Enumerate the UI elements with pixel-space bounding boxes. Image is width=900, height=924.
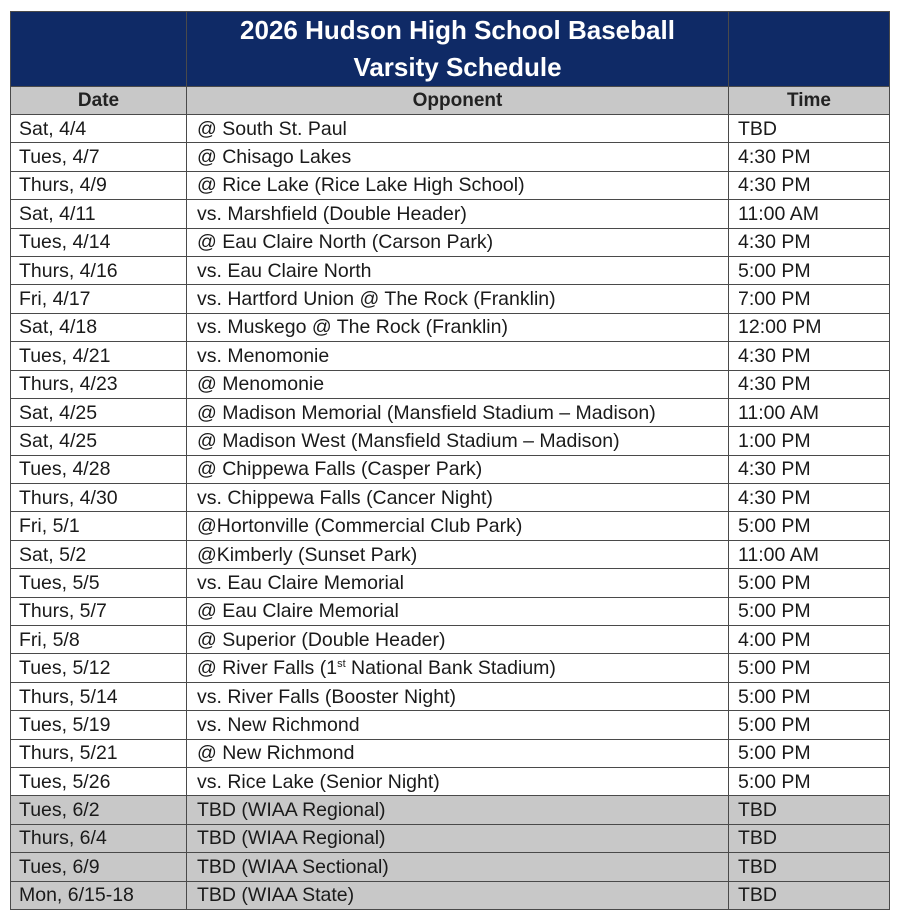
- game-time: 5:00 PM: [729, 256, 890, 284]
- table-row: [11, 853, 890, 881]
- title-line-1: 2026 Hudson High School Baseball: [240, 15, 675, 45]
- game-date: Sat, 4/25: [11, 398, 187, 426]
- table-row: [11, 115, 890, 143]
- game-date: Tues, 6/2: [11, 796, 187, 824]
- table-row: [11, 200, 890, 228]
- table-row: [11, 569, 890, 597]
- game-date: Tues, 5/26: [11, 767, 187, 795]
- game-date: Thurs, 6/4: [11, 824, 187, 852]
- game-time: TBD: [729, 115, 890, 143]
- game-time: 4:30 PM: [729, 171, 890, 199]
- game-time: TBD: [729, 824, 890, 852]
- game-opponent: @Hortonville (Commercial Club Park): [187, 512, 729, 540]
- game-opponent: vs. Eau Claire Memorial: [187, 569, 729, 597]
- game-opponent: @ Eau Claire Memorial: [187, 597, 729, 625]
- game-opponent: @ South St. Paul: [187, 115, 729, 143]
- game-opponent: vs. Muskego @ The Rock (Franklin): [187, 313, 729, 341]
- game-opponent: [187, 654, 729, 682]
- game-opponent: @ Madison West (Mansfield Stadium – Madison): [187, 427, 729, 455]
- game-opponent: vs. Eau Claire North: [187, 256, 729, 284]
- game-date: Fri, 5/1: [11, 512, 187, 540]
- game-time: 11:00 AM: [729, 200, 890, 228]
- table-row: [11, 767, 890, 795]
- table-row: [11, 654, 890, 682]
- title-row: [11, 12, 890, 87]
- game-time: 5:00 PM: [729, 682, 890, 710]
- table-row: [11, 739, 890, 767]
- game-date: Fri, 4/17: [11, 285, 187, 313]
- table-row: [11, 398, 890, 426]
- game-time: 5:00 PM: [729, 512, 890, 540]
- game-time: 1:00 PM: [729, 427, 890, 455]
- game-opponent: TBD (WIAA Regional): [187, 796, 729, 824]
- game-date: Thurs, 5/21: [11, 739, 187, 767]
- game-date: Sat, 4/25: [11, 427, 187, 455]
- game-time: TBD: [729, 881, 890, 909]
- table-row: [11, 285, 890, 313]
- title-spacer-right: [729, 12, 890, 87]
- game-date: Tues, 5/12: [11, 654, 187, 682]
- game-opponent: @ New Richmond: [187, 739, 729, 767]
- game-date: Thurs, 4/9: [11, 171, 187, 199]
- game-time: 12:00 PM: [729, 313, 890, 341]
- title-line-2: Varsity Schedule: [353, 52, 562, 82]
- game-opponent: vs. Marshfield (Double Header): [187, 200, 729, 228]
- game-time: 5:00 PM: [729, 597, 890, 625]
- game-date: Tues, 4/21: [11, 342, 187, 370]
- game-date: Sat, 4/18: [11, 313, 187, 341]
- header-row: [11, 87, 890, 115]
- game-time: 5:00 PM: [729, 739, 890, 767]
- schedule-title: [187, 12, 729, 87]
- table-row: [11, 256, 890, 284]
- game-date: Sat, 4/11: [11, 200, 187, 228]
- game-time: 5:00 PM: [729, 654, 890, 682]
- table-row: [11, 228, 890, 256]
- game-time: 11:00 AM: [729, 540, 890, 568]
- table-row: [11, 626, 890, 654]
- game-opponent: vs. River Falls (Booster Night): [187, 682, 729, 710]
- game-time: 4:30 PM: [729, 455, 890, 483]
- table-row: [11, 512, 890, 540]
- game-time: 5:00 PM: [729, 569, 890, 597]
- table-row: [11, 171, 890, 199]
- table-row: [11, 881, 890, 909]
- game-opponent: TBD (WIAA Sectional): [187, 853, 729, 881]
- table-row: [11, 370, 890, 398]
- game-date: Tues, 4/7: [11, 143, 187, 171]
- table-row: [11, 540, 890, 568]
- game-time: 4:00 PM: [729, 626, 890, 654]
- game-opponent: @ Eau Claire North (Carson Park): [187, 228, 729, 256]
- game-time: 7:00 PM: [729, 285, 890, 313]
- table-row: [11, 455, 890, 483]
- opponent-text: @ River Falls (1: [197, 657, 338, 680]
- game-time: 5:00 PM: [729, 767, 890, 795]
- table-row: [11, 711, 890, 739]
- game-opponent: @ Rice Lake (Rice Lake High School): [187, 171, 729, 199]
- header-time: Time: [729, 87, 890, 115]
- game-opponent: vs. New Richmond: [187, 711, 729, 739]
- game-date: Thurs, 5/14: [11, 682, 187, 710]
- title-spacer-left: [11, 12, 187, 87]
- game-date: Sat, 5/2: [11, 540, 187, 568]
- game-opponent: @ Superior (Double Header): [187, 626, 729, 654]
- table-row: [11, 597, 890, 625]
- game-opponent: @ Menomonie: [187, 370, 729, 398]
- game-time: 4:30 PM: [729, 342, 890, 370]
- game-date: Tues, 5/5: [11, 569, 187, 597]
- table-row: [11, 313, 890, 341]
- game-date: Fri, 5/8: [11, 626, 187, 654]
- table-row: [11, 342, 890, 370]
- table-row: [11, 682, 890, 710]
- opponent-text: National Bank Stadium): [345, 657, 556, 680]
- game-opponent: @ Madison Memorial (Mansfield Stadium – Madison): [187, 398, 729, 426]
- game-date: Thurs, 4/30: [11, 484, 187, 512]
- game-opponent: TBD (WIAA State): [187, 881, 729, 909]
- game-time: 11:00 AM: [729, 398, 890, 426]
- schedule-table: [10, 11, 890, 910]
- game-date: Sat, 4/4: [11, 115, 187, 143]
- game-time: 4:30 PM: [729, 484, 890, 512]
- game-time: 4:30 PM: [729, 228, 890, 256]
- game-time: 4:30 PM: [729, 143, 890, 171]
- header-opponent: Opponent: [187, 87, 729, 115]
- game-opponent: @ Chisago Lakes: [187, 143, 729, 171]
- game-opponent: vs. Chippewa Falls (Cancer Night): [187, 484, 729, 512]
- game-date: Tues, 6/9: [11, 853, 187, 881]
- game-date: Thurs, 4/23: [11, 370, 187, 398]
- schedule-body: [11, 115, 890, 910]
- table-row: [11, 796, 890, 824]
- game-opponent: @Kimberly (Sunset Park): [187, 540, 729, 568]
- table-row: [11, 484, 890, 512]
- table-row: [11, 427, 890, 455]
- game-time: 4:30 PM: [729, 370, 890, 398]
- game-opponent: TBD (WIAA Regional): [187, 824, 729, 852]
- game-opponent: @ Chippewa Falls (Casper Park): [187, 455, 729, 483]
- header-date: Date: [11, 87, 187, 115]
- game-date: Thurs, 4/16: [11, 256, 187, 284]
- game-opponent: vs. Rice Lake (Senior Night): [187, 767, 729, 795]
- game-time: 5:00 PM: [729, 711, 890, 739]
- game-date: Tues, 4/14: [11, 228, 187, 256]
- table-row: [11, 143, 890, 171]
- game-date: Mon, 6/15-18: [11, 881, 187, 909]
- table-row: [11, 824, 890, 852]
- game-opponent: vs. Hartford Union @ The Rock (Franklin): [187, 285, 729, 313]
- game-date: Thurs, 5/7: [11, 597, 187, 625]
- game-date: Tues, 5/19: [11, 711, 187, 739]
- game-time: TBD: [729, 796, 890, 824]
- game-opponent: vs. Menomonie: [187, 342, 729, 370]
- game-time: TBD: [729, 853, 890, 881]
- ordinal-suffix: st: [337, 658, 346, 671]
- game-date: Tues, 4/28: [11, 455, 187, 483]
